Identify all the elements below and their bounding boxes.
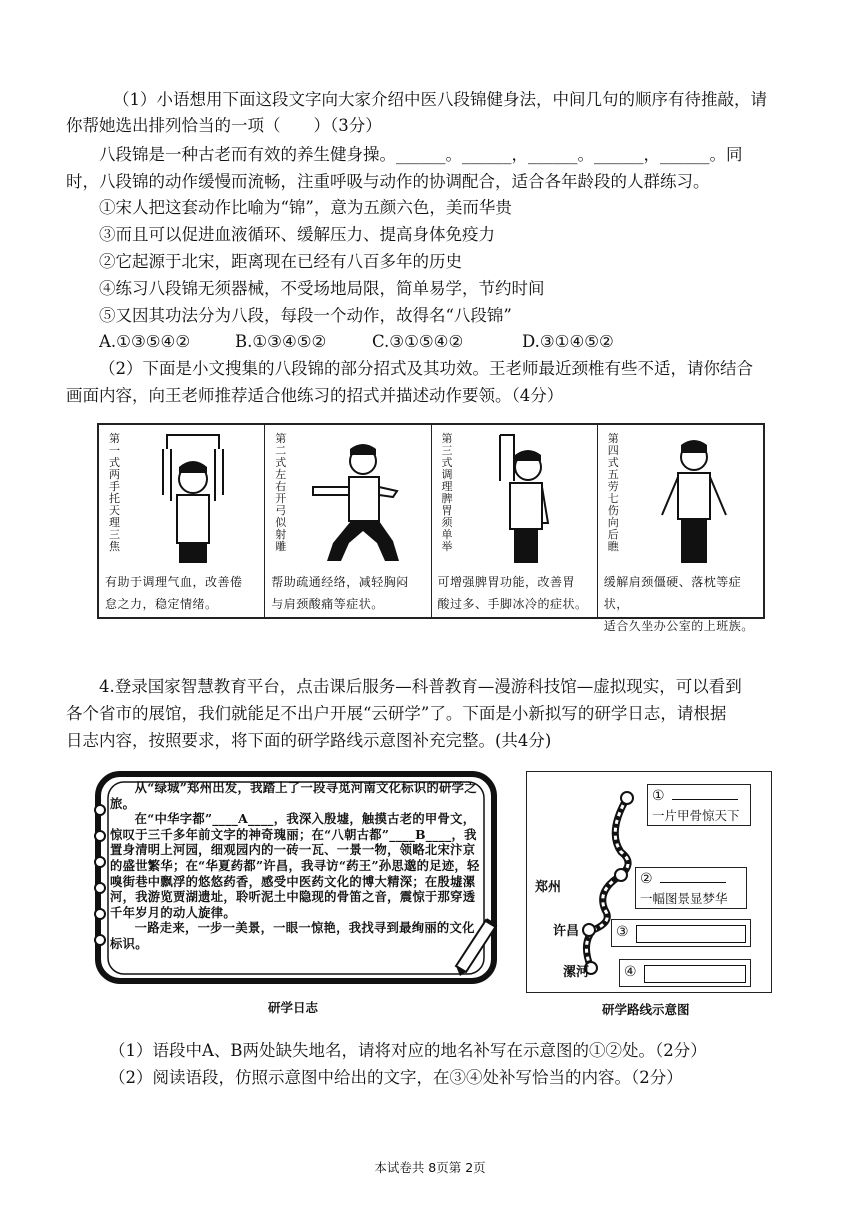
city-label: 许昌 <box>553 924 580 939</box>
sentence-item: ③而且可以促进血液循环、缓解压力、提高身体免疫力 <box>99 225 495 244</box>
sentence-item: ②它起源于北宋，距离现在已经有八百多年的历史 <box>99 252 462 271</box>
exercise-cell <box>598 425 763 633</box>
sentence-item: ①宋人把这套动作比喻为“锦”，意为五颜六色，美而华贵 <box>99 198 512 217</box>
q3-1-line1: （1）小语想用下面这段文字向大家介绍中医八段锦健身法，中间几句的顺序有待推敲，请 <box>113 90 767 109</box>
figure-arms-up-illustration <box>127 431 257 569</box>
q3-2-line2: 画面内容，向王老师推荐适合他练习的招式并描述动作要领。（4分） <box>66 386 564 405</box>
exercise-effect: 有助于调理气血，改善倦 怠之力，稳定情绪。 <box>105 575 243 611</box>
diary-paragraph: 在“中华字都”____A____，我深入殷墟，触摸古老的甲骨文，惊叹于三千多年前文字的神奇瑰丽；在“八朝古都”____B____，我置身清明上河园，细观园内的一砖一瓦、一景一物，领略北宋汴京的盛世繁华；在“华夏药都”许昌，我寻访“药王”孙思邈的足迹，轻嗅街巷中飘浮的悠悠药香，感受中医药文化的博大精深；在殷墟漯河，我游览贾湖遗址，聆听泥土中隐现的骨笛之音，震惊于那穿透千年岁月的动人旋律。 <box>110 811 480 920</box>
diary-caption: 研学日志 <box>268 1000 319 1015</box>
route-box-4: ④ <box>619 959 751 987</box>
map-caption: 研学路线示意图 <box>602 1002 690 1017</box>
city-label: 漯河 <box>563 965 590 980</box>
figure-bow-stance-illustration <box>293 431 423 569</box>
q4-intro-line3: 日志内容，按照要求，将下面的研学路线示意图补充完整。(共4分) <box>66 731 552 750</box>
q3-2-line1: （2）下面是小文搜集的八段锦的部分招式及其功效。王老师最近颈椎有些不适，请你结合 <box>99 359 753 378</box>
q4-sub2: （2）阅读语段，仿照示意图中给出的文字，在③④处补写恰当的内容。（2分） <box>109 1068 683 1087</box>
diary-paragraph: 从“绿城”郑州出发，我踏上了一段寻觅河南文化标识的研学之旅。 <box>110 780 477 811</box>
route-box-2: ② 一幅图景显梦华 <box>635 867 747 909</box>
route-map <box>526 771 772 993</box>
route-box-3: ③ <box>611 919 751 947</box>
option-a: A.①③⑤④② <box>99 332 191 351</box>
exercise-table <box>97 423 765 633</box>
exercise-name: 第一式 两手托天理三焦 <box>109 432 120 553</box>
figure-single-arm-raise-illustration <box>460 431 590 569</box>
q4-sub1: （1）语段中A、B两处缺失地名，请将对应的地名补写在示意图的①②处。（2分） <box>109 1041 707 1060</box>
diary-text <box>110 780 482 952</box>
sentence-item: ④练习八段锦无须器械，不受场地局限，简单易学，节约时间 <box>99 279 545 298</box>
option-b: B.①③④⑤② <box>235 332 327 351</box>
exercise-name: 第二式 左右开弓似射雕 <box>275 432 287 553</box>
exercise-name: 第四式 五劳七伤向后瞧 <box>607 432 619 553</box>
q4-intro-line1: 4.登录国家智慧教育平台，点击课后服务—科普教育—漫游科技馆—虚拟现实，可以看到 <box>99 677 742 696</box>
sentence-item: ⑤又因其功法分为八段，每段一个动作，故得名“八段锦” <box>99 306 512 325</box>
diary-paragraph: 一路走来，一步一美景，一眼一惊艳，我找寻到最绚丽的文化标识。 <box>110 920 475 951</box>
exercise-cell <box>432 425 598 617</box>
city-label: 郑州 <box>535 880 562 895</box>
option-c: C.③①⑤④② <box>372 332 464 351</box>
exercise-cell <box>265 425 431 617</box>
page-footer: 本试卷共 8页第 2页 <box>374 1160 486 1175</box>
q3-1-line2: 你帮她选出排列恰当的一项（ ）（3分） <box>66 116 382 135</box>
exercise-cell <box>99 425 265 617</box>
figure-look-back-illustration <box>626 431 756 569</box>
exercise-effect: 帮助疏通经络，减轻胸闷 与肩颈酸痛等症状。 <box>271 575 409 611</box>
route-box-1: ① 一片甲骨惊天下 <box>647 784 751 826</box>
exercise-effect: 缓解肩颈僵硬、落枕等症状， 适合久坐办公室的上班族。 <box>603 575 754 633</box>
option-d: D.③①④⑤② <box>522 332 614 351</box>
exercise-effect: 可增强脾胃功能，改善胃 酸过多、手脚冰冷的症状。 <box>437 575 588 611</box>
exercise-name: 第三式 调理脾胃须单举 <box>441 432 453 553</box>
passage-line1: 八段锦是一种古老而有效的养生健身操。______。______，______。______，______。同 <box>99 145 743 164</box>
passage-line2: 时，八段锦的动作缓慢而流畅，注重呼吸与动作的协调配合，适合各年龄段的人群练习。 <box>66 172 710 191</box>
q4-intro-line2: 各个省市的展馆，我们就能足不出户开展“云研学”了。下面是小新拟写的研学日志，请根据 <box>66 704 727 723</box>
